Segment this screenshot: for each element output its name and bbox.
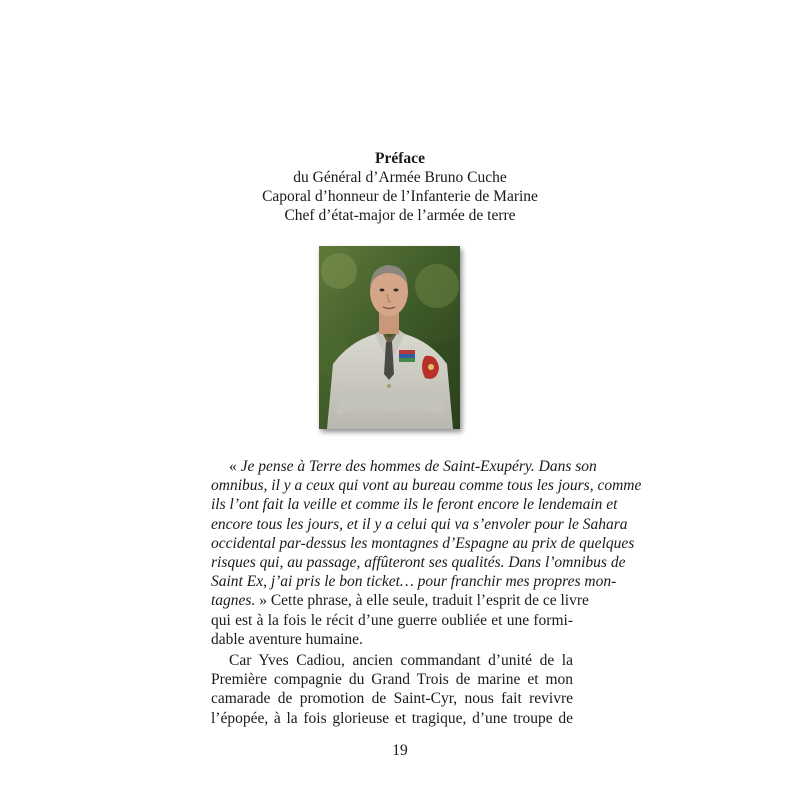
preface-rank-line: Caporal d’honneur de l’Infanterie de Marine [262,188,538,205]
roman-text: dable aventure humaine. [211,630,363,648]
roman-text: « [229,458,241,475]
text-line [211,553,626,572]
page-number: 19 [392,742,408,759]
preface-author-line: du Général d’Armée Bruno Cuche [293,169,507,186]
italic-text: Saint Ex, j’ai pris le bon ticket… pour franchir mes propres mon- [211,573,617,591]
italic-text: omnibus, il y a ceux qui vont au bureau comme tous les jours, comme [211,477,642,495]
text-line [211,572,617,591]
text-line [211,476,642,495]
text-line [211,515,628,534]
italic-text: occidental par-dessus les montagnes d’Espagne au prix de quelques [211,534,635,552]
text-line: Première compagnie du Grand Trois de marine et mon [211,671,573,689]
general-portrait-photo [319,246,460,429]
italic-text: risques qui, au passage, affûteront ses qualités. Dans l’omnibus de [211,554,626,572]
italic-text: Je pense à Terre des hommes de Saint-Exupéry. Dans son [240,458,597,475]
text-line: camarade de promotion de Saint-Cyr, nous fait revivre [211,690,573,708]
preface-title: Préface [375,150,425,167]
italic-text: ils l’ont fait la veille et comme ils le feront encore le lendemain et [211,496,618,514]
roman-text: » Cette phrase, à elle seule, traduit l’esprit de ce livre [255,592,589,610]
text-line: l’épopée, à la fois glorieuse et tragique, d’une troupe de [211,709,573,727]
roman-text: qui est à la fois le récit d’une guerre oubliée et une formi- [211,611,573,629]
preface-body [211,457,642,728]
text-line [211,534,635,553]
text-line [211,611,573,630]
preface-position-line: Chef d’état-major de l’armée de terre [284,207,516,224]
text-line [211,457,597,476]
text-line [211,630,573,649]
preface-header [190,149,610,225]
text-line: Car Yves Cadiou, ancien commandant d’unité de la [229,652,573,670]
text-line [211,495,618,514]
italic-text: encore tous les jours, et il y a celui qui va s’envoler pour le Sahara [211,515,628,533]
italic-text: tagnes. [211,592,256,610]
text-line [211,591,589,610]
paragraph-cadiou [211,651,573,728]
paragraph-quote [211,457,642,649]
